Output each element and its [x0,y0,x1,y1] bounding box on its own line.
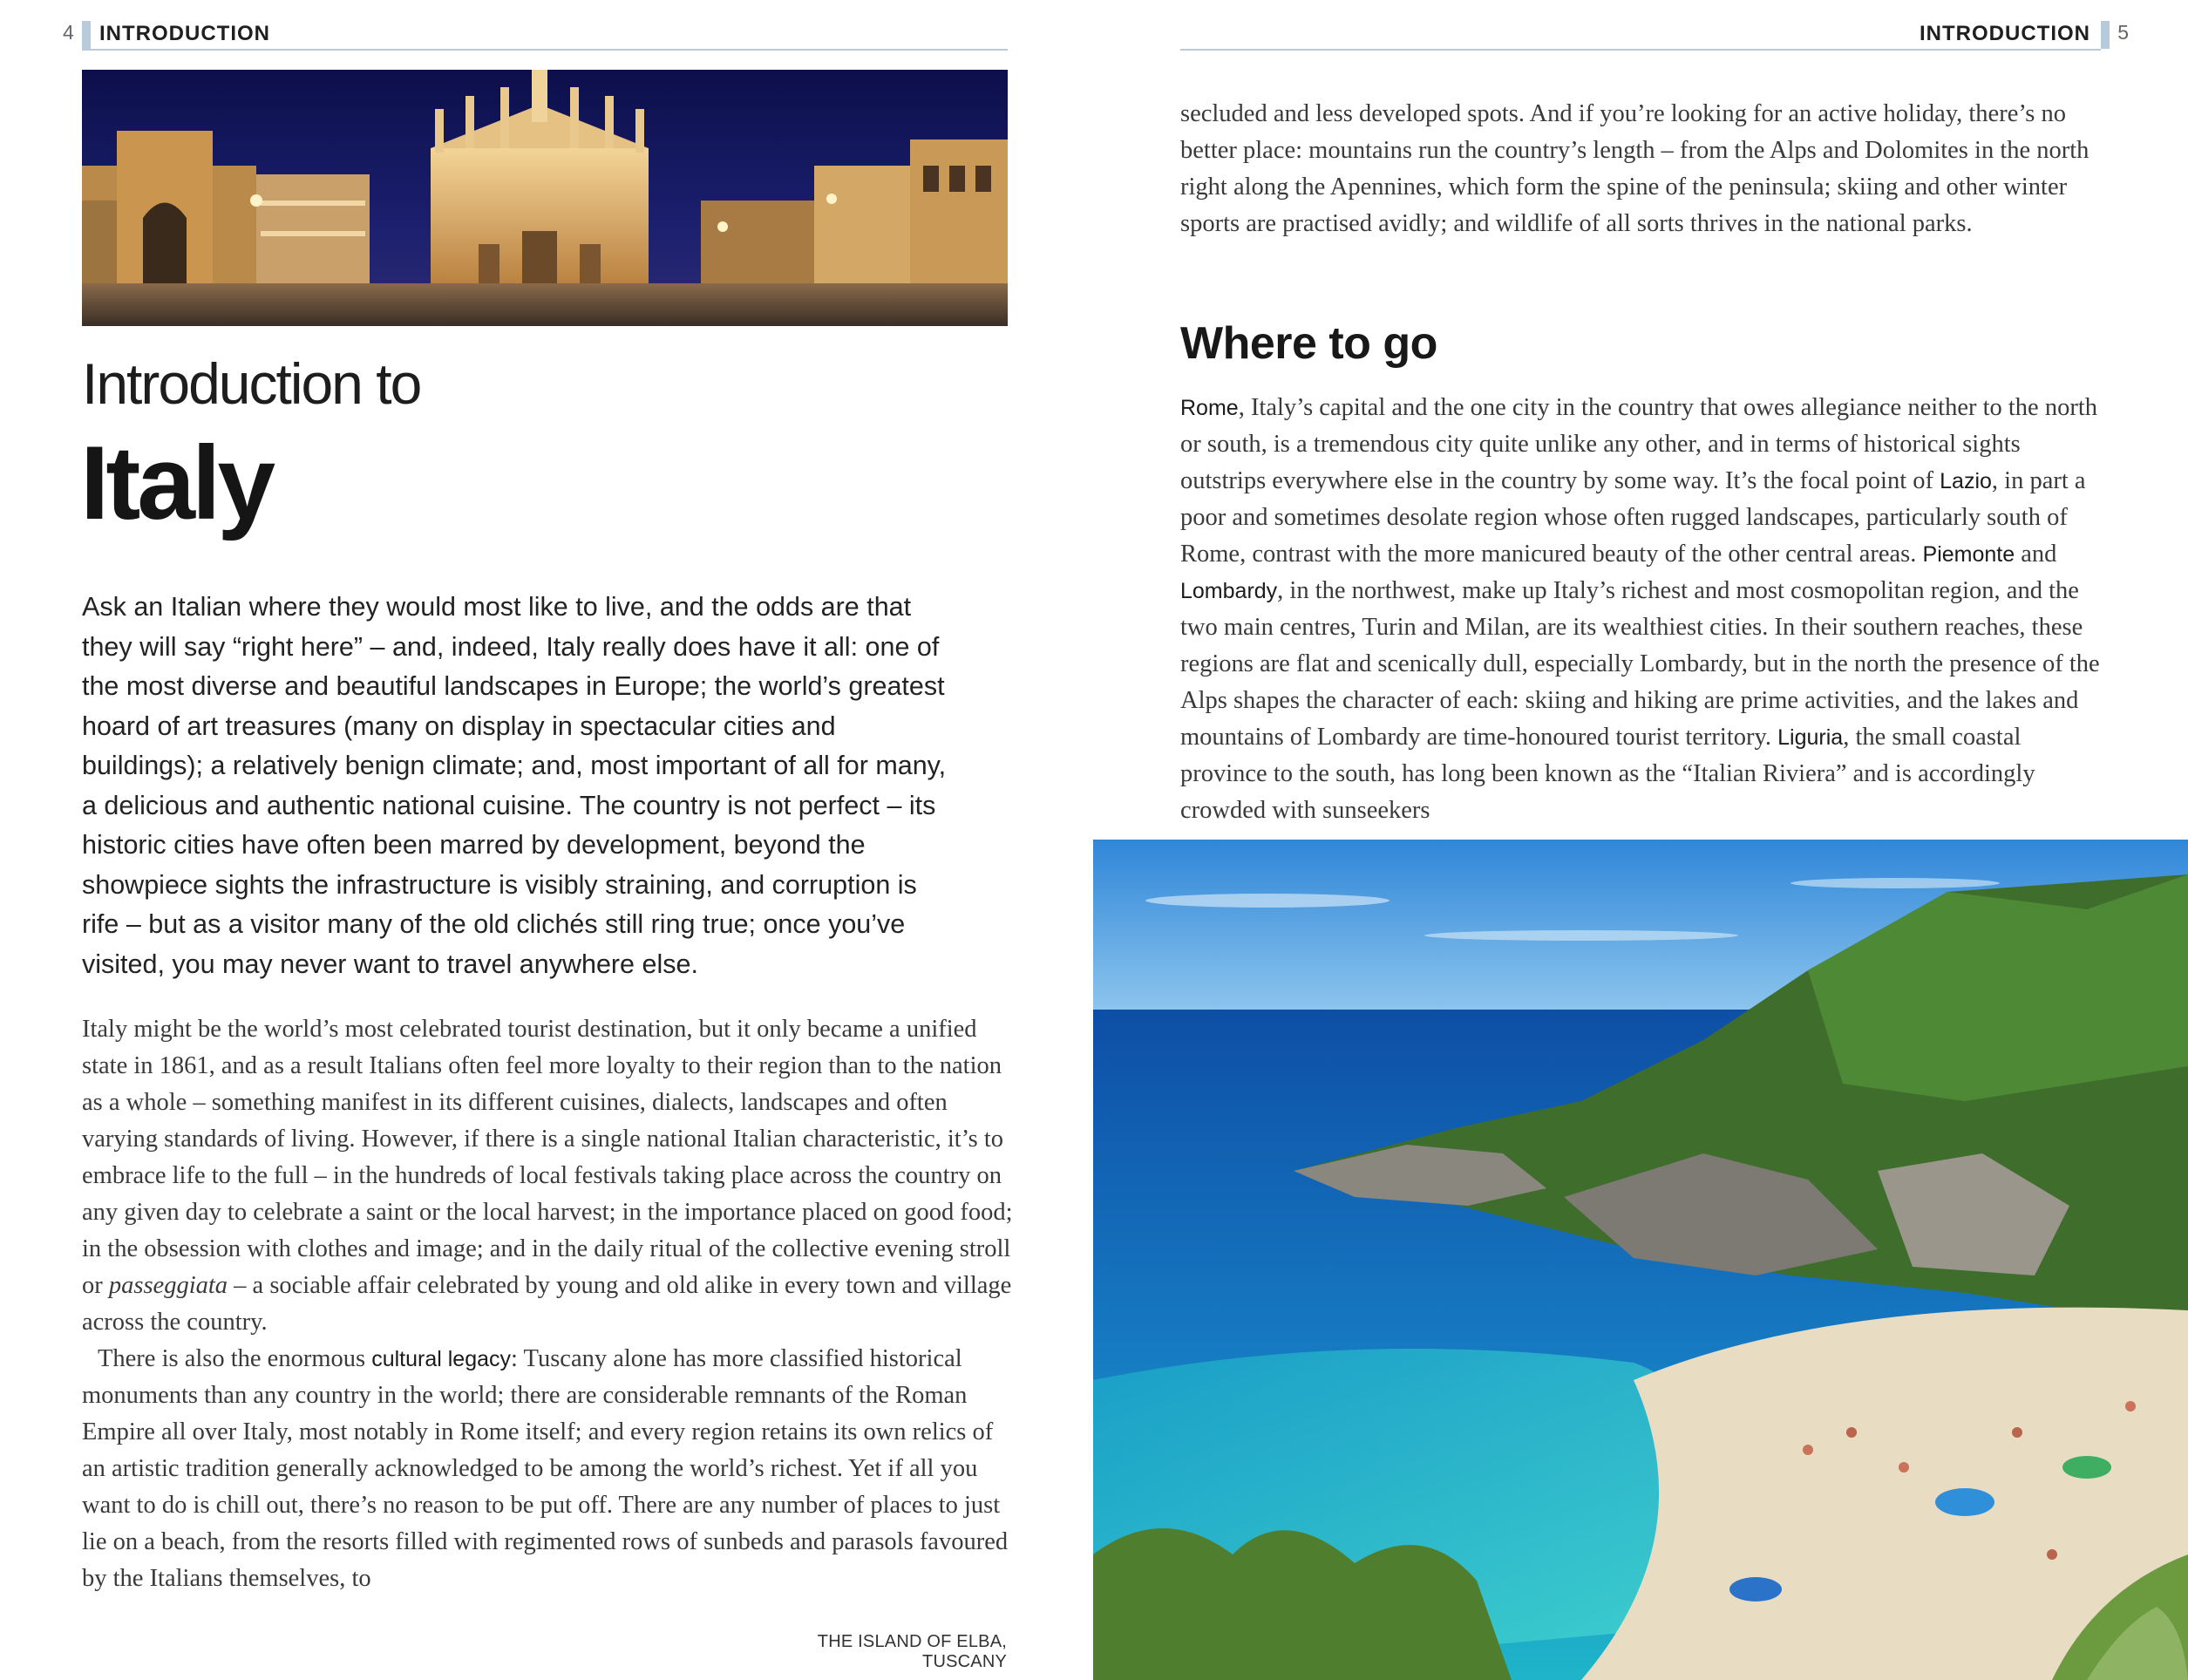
body-p1-italic: passeggiata [108,1272,228,1299]
where-to-go-paragraph [1180,390,2106,829]
header-rule-left [82,49,1008,51]
running-header-left [61,19,1008,51]
where-text-3: and [2015,541,2057,568]
body-column-left [82,1011,1015,1597]
lead-paragraph: Ask an Italian where they would most like to live, and the odds are that they will say “right here” – and, indeed, Italy really does have it all: one of the most diverse and beautiful landscapes in Europe; the world’s greatest hoard of art treasures (many on display in spectacular cities and buildings); a relatively benign climate; and, most important of all for many, a delicious and authentic national cuisine. The country is not perfect – its historic cities have often been marred by development, beyond the showpiece sights the infrastructure is visibly straining, and corruption is rife – but as a visitor many of the old clichés still ring true; once you’ve visited, you may never want to travel anywhere else. [82,592,947,979]
milan-cathedral-photo [82,70,1008,326]
title-line-1: Introduction to [82,351,421,416]
header-tab-left [82,21,91,49]
body-paragraph-2 [82,1341,1015,1597]
where-to-go-heading: Where to go [1180,318,1437,369]
where-text-2: , in part a poor and sometimes desolate region whose often rugged landscapes, particularly south of Rome, contrast with the more manicured beauty of the other central areas. [1180,467,2086,568]
body-p1-text-a: Italy might be the world’s most celebrated tourist destination, but it only became a unified state in 1861, and as a result Italians often feel more loyalty to their region than to the nation as a whole – something manifest in its different cuisines, dialects, landscapes and often varying standards of living. However, if there is a single national Italian characteristic, it’s to embrace life to the full – in the hundreds of local festivals taking place across the country on any given day to celebrate a saint or the local harvest; in the importance placed on good food; in the obsession with clothes and image; and in the daily ritual of the collective evening stroll or [82,1016,1013,1299]
continuation-text: secluded and less developed spots. And if you’re looking for an active holiday, there’s no better place: mountains run the country’s length – from the Alps and Dolomites in the north right along the Apennines, which form the spine of the peninsula; skiing and other winter sports are practised avidly; and wildlife of all sorts thrives in the national parks. [1180,100,2089,237]
elba-beach-illustration [1093,840,2188,1680]
header-title-right: INTRODUCTION [1920,22,2090,45]
header-tab-right [2101,21,2110,49]
keyword-lombardy: Lombardy [1180,579,1278,603]
page-number-right: 5 [2117,21,2129,44]
title-line-2: Italy [80,425,273,541]
header-rule-right [1180,49,2101,51]
keyword-rome: Rome [1180,396,1239,420]
where-text-5: , the small coastal province to the south, has long been known as the “Italian Riviera” and is accordingly crowded with sunseekers [1180,724,2035,824]
photo-caption: THE ISLAND OF ELBA, TUSCANY [817,1632,1007,1671]
body-p2-text-a: There is also the enormous [98,1345,372,1372]
where-to-go-text [1180,390,2106,829]
body-p2-text-b: : Tuscany alone has more classified historical monuments than any country in the world; there are considerable remnants of the Roman Empire all over Italy, most notably in Rome itself; and every region retains its own relics of an artistic tradition generally acknowledged to be among the world’s richest. Yet if all you want to do is chill out, there’s no reason to be put off. There are any number of places to just lie on a beach, from the resorts filled with regimented rows of sunbeds and parasols favoured by the Italians themselves, to [82,1345,1009,1592]
header-title-left: INTRODUCTION [99,22,270,45]
keyword-cultural-legacy: cultural legacy [371,1347,512,1371]
keyword-liguria: Liguria [1777,725,1844,750]
running-header-right [1180,19,2130,51]
continuation-paragraph [1180,96,2106,242]
where-text-4: , in the northwest, make up Italy’s richest and most cosmopolitan region, and the two main centres, Turin and Milan, are its wealthiest cities. In their southern reaches, these regions are flat and scenically dull, especially Lombardy, but in the north the presence of the Alps shapes the character of each: skiing and hiking are prime activities, and the lakes and mountains of Lombardy are time-honoured tourist territory. [1180,577,2100,751]
keyword-piemonte: Piemonte [1922,542,2015,567]
where-text-1: , Italy’s capital and the one city in the country that owes allegiance neither to the north or south, is a tremendous city quite unlike any other, and in terms of historical sights outstrips everywhere else in the country by some way. It’s the focal point of [1180,394,2097,494]
body-paragraph-1 [82,1011,1015,1341]
body-p1-text-b: – a sociable affair celebrated by young and old alike in every town and village across the country. [82,1272,1012,1336]
keyword-lazio: Lazio [1940,469,1992,493]
milan-cathedral-illustration [82,70,1008,326]
page-number-left: 4 [63,21,74,44]
elba-beach-photo [1093,840,2188,1680]
